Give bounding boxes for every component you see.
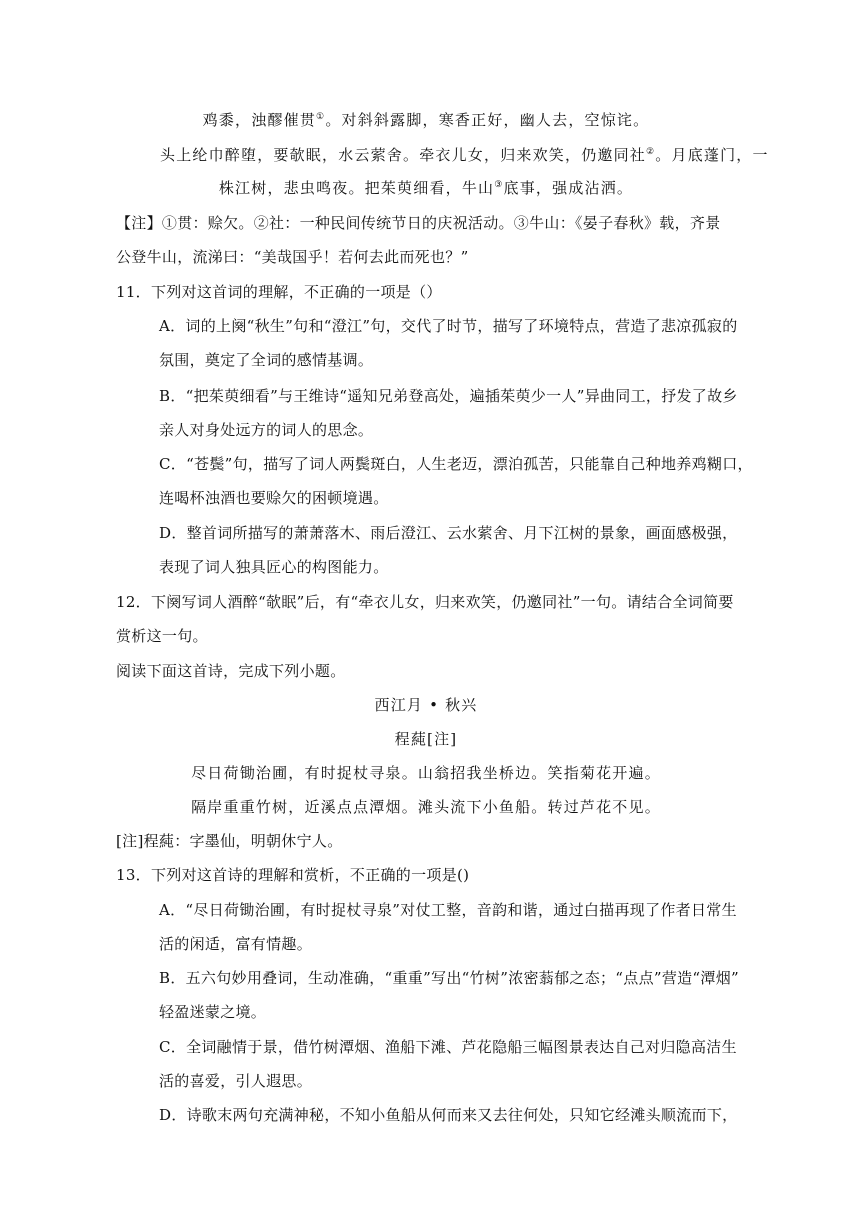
footnote-mark-2: ② xyxy=(646,147,656,157)
q11-option-d-line2: 表现了词人独具匠心的构图能力。 xyxy=(159,558,389,576)
footnote-mark-3: ③ xyxy=(494,180,504,190)
q12-line2: 赏析这一句。 xyxy=(116,627,208,645)
poem1-line1-rest: 。对斜斜露脚，寒香正好，幽人去，空惊诧。 xyxy=(325,111,650,129)
q13-option-c-line1: C．全词融情于景，借竹树潭烟、渔船下滩、芦花隐船三幅图景表达自己对归隐高洁生 xyxy=(159,1038,737,1056)
q11-option-d-line1: D．整首词所描写的萧萧落木、雨后澄江、云水萦舍、月下江树的景象，画面感极强， xyxy=(159,524,738,542)
poem1-line3 xyxy=(116,178,736,198)
q11-option-b-line1: B．“把茱萸细看”与王维诗“遥知兄弟登高处，遍插茱萸少一人”异曲同工，抒发了故乡 xyxy=(159,387,738,405)
poem2-author: 程蒓[注] xyxy=(394,730,458,748)
q13-option-a-line1: A．“尽日荷锄治圃，有时捉杖寻泉”对仗工整，音韵和谐，通过白描再现了作者日常生 xyxy=(159,901,737,919)
q13-option-c-line2: 活的喜爱，引人遐思。 xyxy=(159,1072,313,1090)
note1-line1: 【注】①贯：赊欠。②社：一种民间传统节日的庆祝活动。③牛山：《晏子春秋》载，齐景 xyxy=(116,214,721,232)
poem1-line2-rest: 。月底蓬门，一 xyxy=(655,146,769,164)
q11-option-a-line2: 氛围，奠定了全词的感情基调。 xyxy=(159,351,374,369)
poem2-line2: 隔岸重重竹树，近溪点点潭烟。滩头流下小鱼船。转过芦花不见。 xyxy=(191,798,661,816)
poem1-line2 xyxy=(160,145,780,165)
poem1-line1-text: 鸡黍，浊醪催贯 xyxy=(202,111,317,129)
q11-stem: 11．下列对这首词的理解，不正确的一项是（） xyxy=(116,283,442,301)
q13-option-d-line1: D．诗歌末两句充满神秘，不知小鱼船从何而来又去往何处，只知它经滩头顺流而下， xyxy=(159,1106,738,1124)
poem2-title: 西江月 • 秋兴 xyxy=(374,696,478,714)
q13-option-a-line2: 活的闲适，富有情趣。 xyxy=(159,935,313,953)
q12-line1: 12．下阕写词人酒醉“欹眠”后，有“牵衣儿女，归来欢笑，仍邀同社”一句。请结合全词简要 xyxy=(116,593,734,611)
note1-line2: 公登牛山，流涕曰：“美哉国乎！若何去此而死也？” xyxy=(116,248,469,266)
reading-intro: 阅读下面这首诗，完成下列小题。 xyxy=(116,662,346,680)
poem1-line1 xyxy=(116,110,736,130)
footnote-mark-1: ① xyxy=(316,112,326,122)
q11-option-c-line1: C．“苍鬓”句，描写了词人两鬓斑白，人生老迈，漂泊孤苦，只能靠自己种地养鸡糊口， xyxy=(159,455,753,473)
poem1-line3-text: 株江树，悲虫鸣夜。把茱萸细看，牛山 xyxy=(218,179,495,197)
q13-option-b-line2: 轻盈迷蒙之境。 xyxy=(159,1003,267,1021)
q11-option-b-line2: 亲人对身处远方的词人的思念。 xyxy=(159,421,374,439)
q13-stem: 13．下列对这首诗的理解和赏析，不正确的一项是() xyxy=(116,866,470,884)
poem2-note: [注]程蒓：字墨仙，明朝休宁人。 xyxy=(116,832,343,850)
poem1-line2-text: 头上纶巾醉堕，要欹眠，水云萦舍。牵衣儿女，归来欢笑，仍邀同社 xyxy=(160,146,647,164)
q13-option-b-line1: B．五六句妙用叠词，生动准确，“重重”写出“竹树”浓密蓊郁之态；“点点”营造“潭烟” xyxy=(159,969,739,987)
q11-option-c-line2: 连喝杯浊酒也要赊欠的困顿境遇。 xyxy=(159,489,389,507)
poem2-line1: 尽日荷锄治圃，有时捉杖寻泉。山翁招我坐桥边。笑指菊花开遍。 xyxy=(191,764,661,782)
q11-option-a-line1: A．词的上阕“秋生”句和“澄江”句，交代了时节，描写了环境特点，营造了悲凉孤寂的 xyxy=(159,317,738,335)
poem1-line3-rest: 底事，强成沾洒。 xyxy=(503,179,634,197)
